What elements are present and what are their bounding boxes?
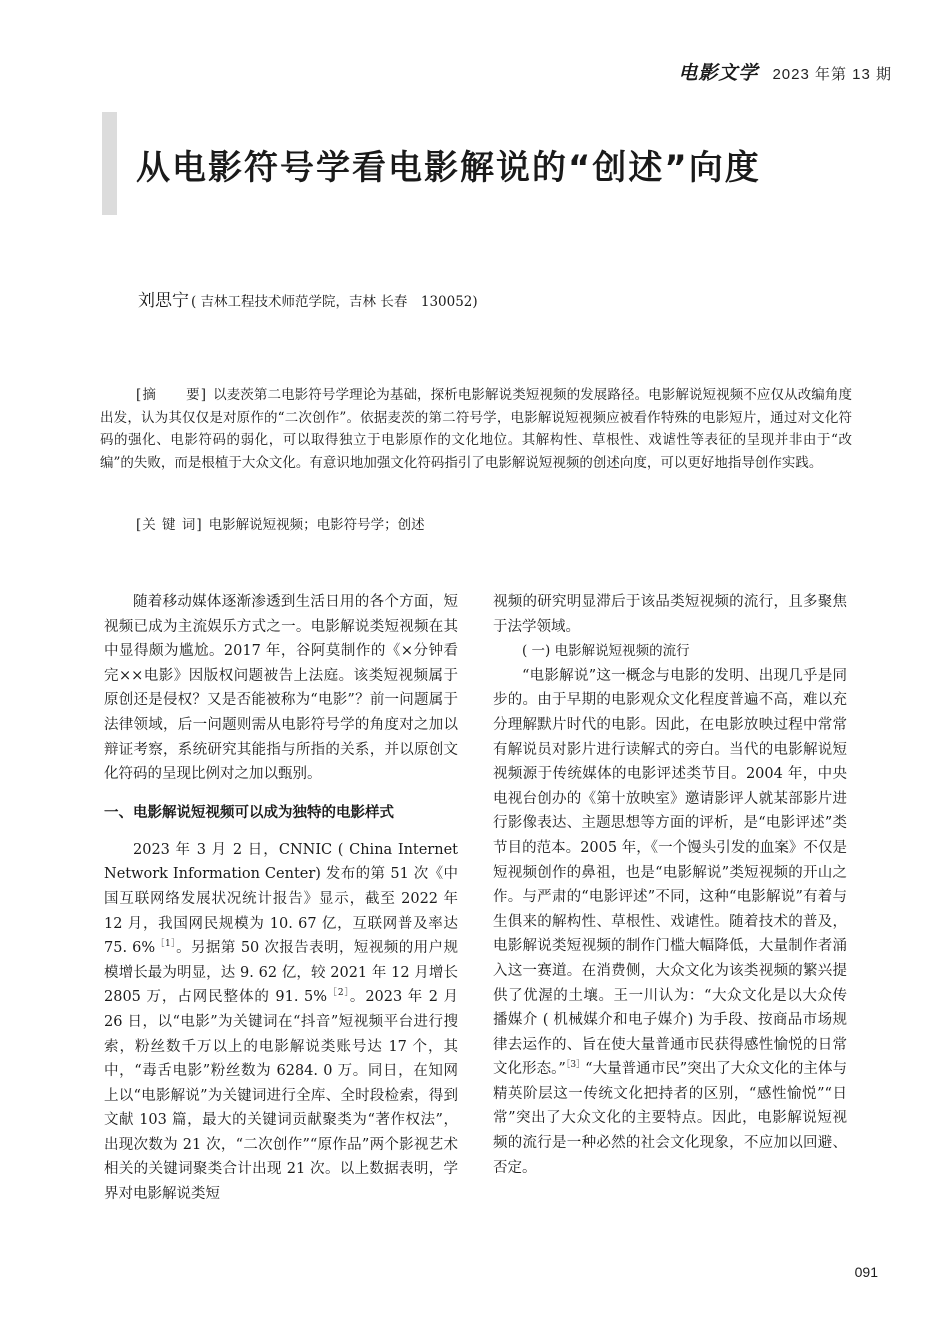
title-accent-bar	[102, 112, 117, 215]
citation-ref: ［3］	[565, 1060, 586, 1071]
keywords-label: [关 键 词]	[136, 517, 203, 533]
abstract-label: [摘 要]	[136, 387, 208, 403]
paragraph	[493, 664, 847, 1180]
abstract	[100, 384, 852, 474]
paragraph-text: 。2023 年 2 月 26 日，以“电影”为关键词在“抖音”短视频平台进行搜索，粉丝数千万以上的电影解说类账号达 17 个，其中，“毒舌电影”粉丝数为 6284. 0 万。同日，在知网上以“电影解说”为关键词进行全库、全时段检索，得到文献 103 篇，最大的关键词贡献聚类为“著作权法”，出现次数为 21 次，“二次创作”“原作品”两个影视艺术相关的关键词聚类合计出现 21 次。以上数据表明，学界对电影解说类短	[104, 989, 458, 1203]
section-heading: 一、电影解说短视频可以成为独特的电影样式	[104, 804, 394, 821]
subsection-heading: ( 一) 电影解说短视频的流行	[522, 643, 690, 660]
keywords	[136, 513, 425, 533]
keywords-text: 电影解说短视频；电影符号学；创述	[208, 517, 425, 533]
author-line	[138, 286, 478, 311]
author-affiliation: ( 吉林工程技术师范学院，吉林 长春 130052)	[191, 294, 478, 310]
issue-number: 2023 年第 13 期	[772, 66, 892, 83]
paragraph-text: “电影解说”这一概念与电影的发明、出现几乎是同步的。由于早期的电影观众文化程度普遍不高，难以充分理解默片时代的电影。因此，在电影放映过程中常常有解说员对影片进行读解式的旁白。当代的电影解说短视频源于传统媒体的电影评述类节目。2004 年，中央电视台创办的《第十放映室》邀请影评人就某部影片进行影像表达、主题思想等方面的评析，是“电影评述”类节目的范本。2005 年，《一个馒头引发的血案》不仅是短视频创作的鼻祖，也是“电影解说”类短视频的开山之作。与严肃的“电影评述”不同，这种“电影解说”有着与生俱来的解构性、草根性、戏谑性。随着技术的普及，电影解说类短视频的制作门槛大幅降低，大量制作者涌入这一赛道。在消费侧，大众文化为该类视频的繁兴提供了优渥的土壤。王一川认为：“大众文化是以大众传播媒介 ( 机械媒介和电子媒介) 为手段、按商品市场规律去运作的、旨在使大量普通市民获得感性愉悦的日常文化形态。”	[493, 667, 847, 1078]
paragraph: 视频的研究明显滞后于该品类短视频的流行，且多聚焦于法学领域。	[493, 594, 847, 635]
paragraph-text: 2023 年 3 月 2 日，CNNIC ( China Internet Network Information Center) 发布的第 51 次《中国互联网络发展状况统计报告》显示，截至 2022 年 12 月，我国网民规模为 10. 67 亿，互联网普及率达 75. 6%	[104, 841, 458, 957]
article-title: 从电影符号学看电影解说的“创述”向度	[136, 148, 761, 188]
citation-ref: ［2］	[326, 988, 350, 999]
paragraph-text: 。另据第 50 次报告表明，短视频的用户规模增长最为明显，达 9. 62 亿，较 2021 年 12 月增长 2805 万，占网民整体的 91. 5%	[104, 940, 458, 1006]
citation-ref: ［1］	[155, 939, 177, 950]
body-column-right	[493, 590, 847, 1180]
journal-logo: 电影文学	[678, 62, 759, 84]
author-name: 刘思宁	[138, 291, 189, 311]
paragraph	[104, 838, 458, 1207]
running-header	[678, 58, 892, 85]
page-number: 091	[854, 1264, 878, 1280]
paragraph: 随着移动媒体逐渐渗透到生活日用的各个方面，短视频已成为主流娱乐方式之一。电影解说类短视频在其中显得颇为尴尬。2017 年，谷阿莫制作的《×分钟看完××电影》因版权问题被告上法庭。该类短视频属于原创还是侵权？又是否能被称为“电影”？前一问题属于法律领域，后一问题则需从电影符号学的角度对之加以辩证考察，系统研究其能指与所指的关系，并以原创文化符码的呈现比例对之加以甄别。	[104, 594, 458, 783]
body-column-left	[104, 590, 458, 1207]
abstract-text: 以麦茨第二电影符号学理论为基础，探析电影解说类短视频的发展路径。电影解说短视频不应仅从改编角度出发，认为其仅仅是对原作的“二次创作”。依据麦茨的第二符号学，电影解说短视频应被看作特殊的电影短片，通过对文化符码的强化、电影符码的弱化，可以取得独立于电影原作的文化地位。其解构性、草根性、戏谑性等表征的呈现并非由于“改编”的失败，而是根植于大众文化。有意识地加强文化符码指引了电影解说短视频的创述向度，可以更好地指导创作实践。	[100, 387, 852, 471]
paragraph-text: “大量普通市民”突出了大众文化的主体与精英阶层这一传统文化把持者的区别，“感性愉悦”“日常”突出了大众文化的主要特点。因此，电影解说短视频的流行是一种必然的社会文化现象，不应加以回避、否定。	[493, 1061, 847, 1176]
